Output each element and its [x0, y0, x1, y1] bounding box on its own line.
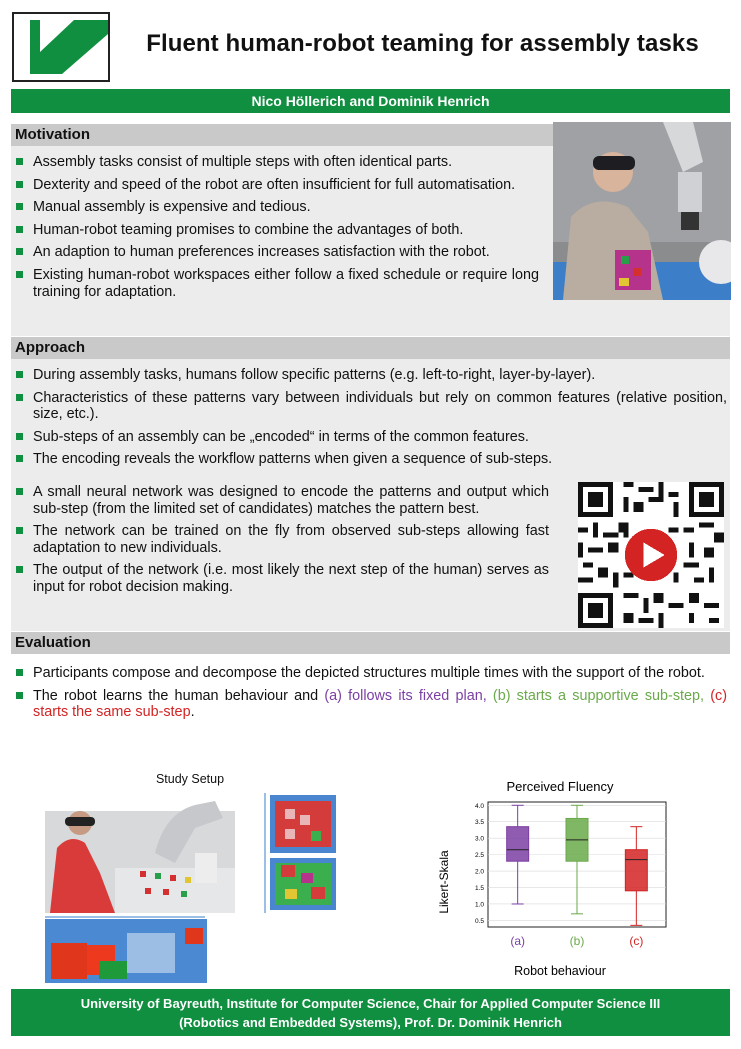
- y-tick-label: 0.5: [474, 917, 484, 925]
- y-tick-label: 1.5: [474, 885, 484, 893]
- x-axis-label: Robot behaviour: [514, 964, 606, 978]
- approach-heading: Approach: [11, 337, 730, 359]
- list-item: During assembly tasks, humans follow specific patterns (e.g. left-to-right, layer-by-layer).: [11, 367, 727, 384]
- list-item: Existing human-robot workspaces either follow a fixed schedule or require long training for adaptation.: [11, 267, 539, 300]
- footer: [11, 989, 730, 1036]
- option-a-text: (a) follows its fixed plan,: [324, 687, 487, 704]
- y-tick-label: 3.5: [474, 819, 484, 827]
- x-tick-label: (a): [510, 934, 526, 948]
- y-tick-label: 3.0: [474, 835, 484, 843]
- y-axis-label: Likert-Skala: [437, 850, 451, 914]
- list-item: Participants compose and decompose the depicted structures multiple times with the support of the robot.: [11, 665, 727, 682]
- study-setup-figure: [45, 793, 345, 983]
- motivation-heading: Motivation: [11, 124, 730, 146]
- footer-line-2: (Robotics and Embedded Systems), Prof. Dr. Dominik Henrich: [179, 1015, 562, 1030]
- option-b-text: (b) starts a supportive sub-step,: [492, 687, 705, 704]
- motivation-list: [11, 154, 539, 306]
- list-item: The robot learns the human behaviour and (a) follows its fixed plan, (b) starts a supportive sub-step, (c) starts the same sub-step.: [11, 688, 727, 721]
- list-item: The encoding reveals the workflow patterns when given a sequence of sub-steps.: [11, 451, 727, 468]
- list-item: Assembly tasks consist of multiple steps with often identical parts.: [11, 154, 539, 171]
- footer-line-1: University of Bayreuth, Institute for Computer Science, Chair for Applied Computer Science III: [80, 996, 661, 1011]
- fluency-boxplot: [430, 772, 690, 982]
- study-setup-caption: Study Setup: [155, 772, 225, 786]
- list-item: The output of the network (i.e. most likely the next step of the human) serves as input for robot decision making.: [11, 562, 549, 595]
- evaluation-heading: Evaluation: [11, 632, 730, 654]
- list-item: An adaption to human preferences increases satisfaction with the robot.: [11, 244, 539, 261]
- y-tick-label: 1.0: [474, 901, 484, 909]
- authors-bar: Nico Höllerich and Dominik Henrich: [11, 89, 730, 113]
- approach-list-bottom: [11, 484, 549, 602]
- y-tick-label: 2.5: [474, 852, 484, 860]
- poster-title: Fluent human-robot teaming for assembly tasks: [146, 30, 699, 57]
- x-tick-label: (c): [629, 934, 644, 948]
- list-item: Manual assembly is expensive and tedious.: [11, 199, 539, 216]
- y-tick-label: 2.0: [474, 868, 484, 876]
- evaluation-list: [11, 665, 727, 727]
- list-item: A small neural network was designed to encode the patterns and output which sub-step (from the limited set of candidates) matches the pattern best.: [11, 484, 549, 517]
- box-0: [507, 827, 529, 862]
- university-logo: [12, 12, 110, 82]
- option-c-text: (c) starts the same sub-step: [33, 687, 728, 721]
- box-2: [625, 850, 647, 891]
- human-robot-photo: [553, 122, 731, 300]
- approach-list-top: [11, 367, 727, 474]
- list-item: Dexterity and speed of the robot are often insufficient for full automatisation.: [11, 177, 539, 194]
- video-qr-code[interactable]: [578, 482, 724, 628]
- plot-area: [475, 802, 666, 948]
- list-item: Characteristics of these patterns vary between individuals but rely on common features (relative position, size, etc.).: [11, 390, 727, 423]
- list-item: Human-robot teaming promises to combine the advantages of both.: [11, 222, 539, 239]
- y-tick-label: 4.0: [474, 802, 484, 810]
- list-item: The network can be trained on the fly from observed sub-steps allowing fast adaptation to new individuals.: [11, 523, 549, 556]
- chart-title: Perceived Fluency: [506, 779, 614, 794]
- x-tick-label: (b): [569, 934, 585, 948]
- list-item: Sub-steps of an assembly can be „encoded“ in terms of the common features.: [11, 429, 727, 446]
